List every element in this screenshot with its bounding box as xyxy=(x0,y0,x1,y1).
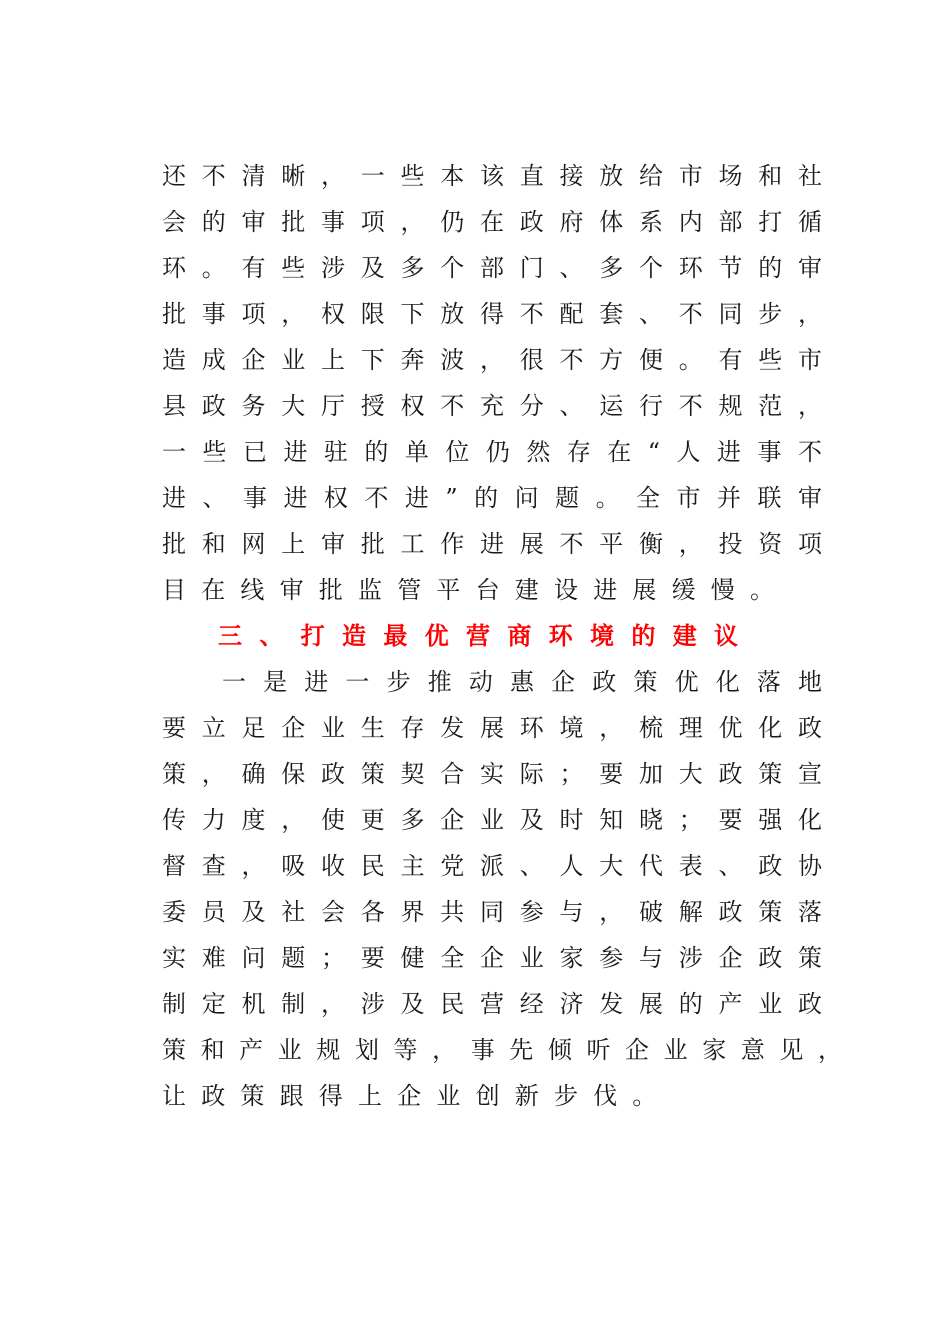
section-heading: 三、打造最优营商环境的建议 xyxy=(218,622,738,650)
body-text-line: 一些已进驻的单位仍然存在“人进事不 xyxy=(162,438,822,466)
body-text-line: 策，确保政策契合实际；要加大政策宣 xyxy=(162,760,822,788)
body-text-line: 还不清晰，一些本该直接放给市场和社 xyxy=(162,162,822,190)
body-text-line: 委员及社会各界共同参与，破解政策落 xyxy=(162,898,822,926)
body-text-line: 督查，吸收民主党派、人大代表、政协 xyxy=(162,852,822,880)
body-text-line: 策和产业规划等，事先倾听企业家意见， xyxy=(162,1036,842,1064)
body-text-line: 实难问题；要健全企业家参与涉企政策 xyxy=(162,944,822,972)
body-text-line: 让政策跟得上企业创新步伐。 xyxy=(162,1082,672,1110)
body-text-line: 进、事进权不进”的问题。全市并联审 xyxy=(162,484,822,512)
body-text-line: 要立足企业生存发展环境，梳理优化政 xyxy=(162,714,822,742)
subheading-line: 一是进一步推动惠企政策优化落地 xyxy=(222,668,822,696)
body-text-line: 传力度，使更多企业及时知晓；要强化 xyxy=(162,806,822,834)
body-text-line: 批事项，权限下放得不配套、不同步， xyxy=(162,300,822,328)
body-text-line: 目在线审批监管平台建设进展缓慢。 xyxy=(162,576,790,604)
body-text-line: 县政务大厅授权不充分、运行不规范， xyxy=(162,392,822,420)
body-text-line: 制定机制，涉及民营经济发展的产业政 xyxy=(162,990,822,1018)
body-text-line: 造成企业上下奔波，很不方便。有些市 xyxy=(162,346,822,374)
body-text-line: 会的审批事项，仍在政府体系内部打循 xyxy=(162,208,822,236)
body-text-line: 批和网上审批工作进展不平衡，投资项 xyxy=(162,530,822,558)
body-text-line: 环。有些涉及多个部门、多个环节的审 xyxy=(162,254,822,282)
